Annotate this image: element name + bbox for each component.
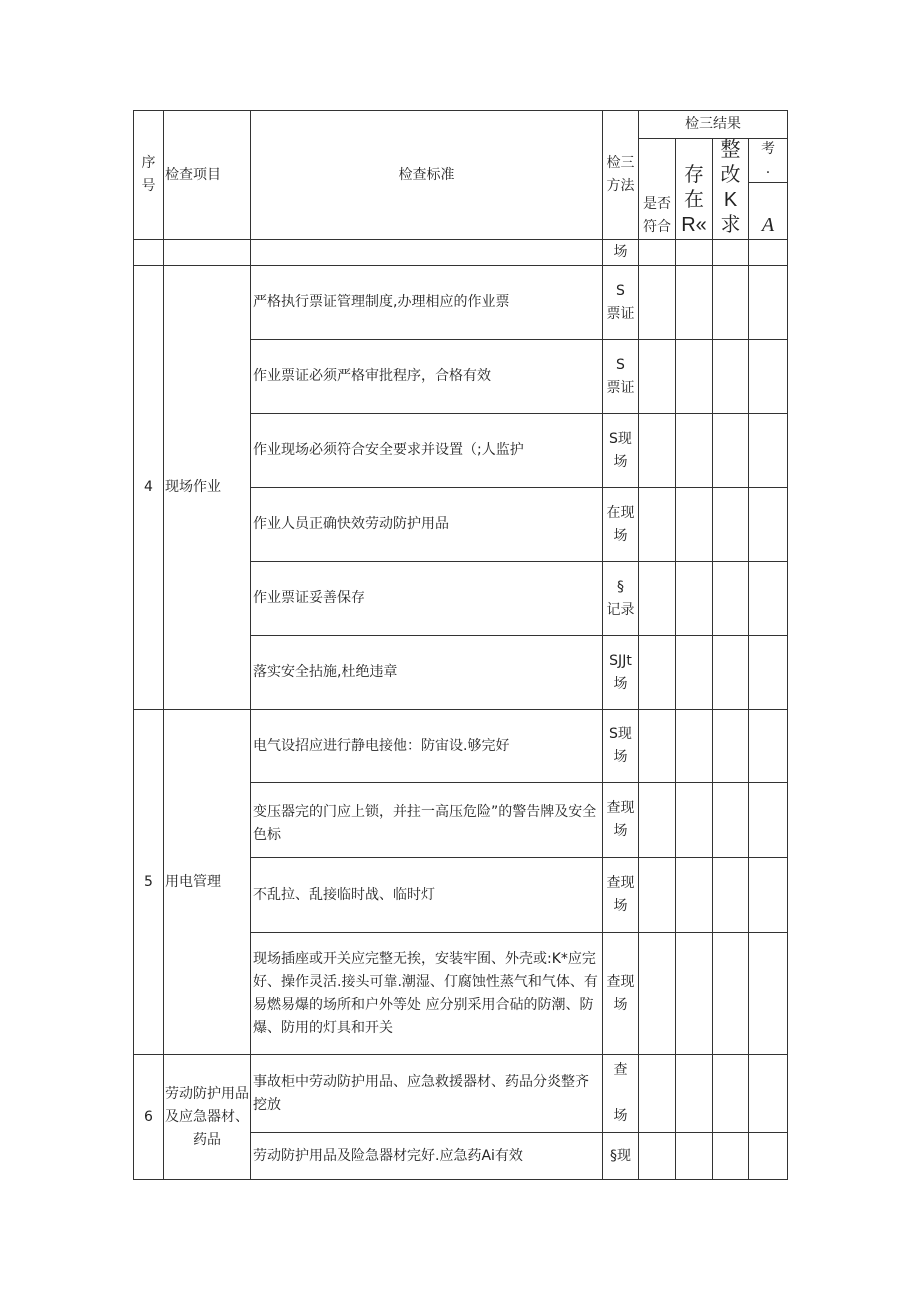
conform-cell[interactable]	[639, 562, 676, 636]
header-exist: 存在 R«	[676, 139, 713, 240]
header-rectify: 整改 K求	[713, 139, 749, 240]
group-4-item: 现场作业	[164, 266, 251, 710]
group-5-item: 用电管理	[164, 710, 251, 1055]
remark-cell[interactable]	[749, 414, 788, 488]
standard-cell: 落实安全拈施,杜绝违章	[251, 636, 603, 710]
method-cell: S 票证	[603, 266, 639, 340]
group-4-seq: 4	[134, 266, 164, 710]
conform-cell[interactable]	[639, 858, 676, 933]
exist-cell[interactable]	[676, 1133, 713, 1180]
method-cell: 查现 场	[603, 933, 639, 1055]
remark-cell[interactable]	[749, 340, 788, 414]
exist-cell[interactable]	[676, 340, 713, 414]
prev-row	[134, 240, 788, 266]
rectify-cell[interactable]	[713, 710, 749, 783]
remark-cell[interactable]	[749, 710, 788, 783]
exist-cell[interactable]	[676, 933, 713, 1055]
standard-cell: 电气设招应进行静电接他：防宙设.够完好	[251, 710, 603, 783]
rectify-cell[interactable]	[713, 933, 749, 1055]
standard-cell: 严格执行票证管理制度,办理相应的作业票	[251, 266, 603, 340]
rectify-cell[interactable]	[713, 488, 749, 562]
method-cell: §现	[603, 1133, 639, 1180]
standard-cell: 劳动防护用品及险急器材完好.应急药Ai有效	[251, 1133, 603, 1180]
group-6-seq: 6	[134, 1055, 164, 1180]
rectify-cell[interactable]	[713, 1133, 749, 1180]
exist-cell[interactable]	[676, 414, 713, 488]
header-item: 检查项目	[164, 111, 251, 240]
header-conform: 是否 符合	[639, 139, 676, 240]
remark-cell[interactable]	[749, 266, 788, 340]
exist-cell[interactable]	[676, 783, 713, 858]
exist-cell[interactable]	[676, 266, 713, 340]
standard-cell: 作业票证妥善保存	[251, 562, 603, 636]
conform-cell[interactable]	[639, 783, 676, 858]
header-standard: 检查标准	[251, 111, 603, 240]
rectify-cell[interactable]	[713, 266, 749, 340]
exist-cell[interactable]	[676, 562, 713, 636]
standard-cell: 现场插座或开关应完整无挨，安装牢囿、外壳或:K*应完好、操作灵活.接头可靠.潮湿、仃腐蚀性蒸气和气体、有易燃易爆的场所和户外等处 应分别采用合砧的防潮、防爆、防用的灯具和开关	[251, 933, 603, 1055]
header-remark-bottom-cell	[749, 182, 788, 239]
header-remark-top: 考	[761, 141, 775, 157]
header-remark-dot: .	[765, 161, 771, 177]
rectify-cell[interactable]	[713, 1055, 749, 1133]
table-row	[134, 710, 788, 783]
method-cell: § 记录	[603, 562, 639, 636]
standard-cell: 变压器完的门应上锁，并拄一高压危险”的警告牌及安全色标	[251, 783, 603, 858]
standard-cell: 作业票证必须严格审批程序，合格有效	[251, 340, 603, 414]
exist-cell[interactable]	[676, 1055, 713, 1133]
header-seq: 序 号	[134, 111, 164, 240]
remark-cell[interactable]	[749, 562, 788, 636]
exist-cell[interactable]	[676, 636, 713, 710]
conform-cell[interactable]	[639, 636, 676, 710]
conform-cell[interactable]	[639, 266, 676, 340]
conform-cell[interactable]	[639, 1055, 676, 1133]
inspection-table	[133, 110, 788, 1180]
method-cell: S现 场	[603, 710, 639, 783]
method-cell: 在现 场	[603, 488, 639, 562]
remark-cell[interactable]	[749, 1133, 788, 1180]
remark-cell[interactable]	[749, 636, 788, 710]
standard-cell: 作业现场必须符合安全要求并设置（;人监护	[251, 414, 603, 488]
method-cell: 查现 场	[603, 783, 639, 858]
remark-cell[interactable]	[749, 488, 788, 562]
exist-cell[interactable]	[676, 858, 713, 933]
conform-cell[interactable]	[639, 710, 676, 783]
rectify-cell[interactable]	[713, 562, 749, 636]
method-cell: SJJt 场	[603, 636, 639, 710]
rectify-cell[interactable]	[713, 414, 749, 488]
header-result-group: 检三结果	[639, 111, 788, 139]
remark-cell[interactable]	[749, 783, 788, 858]
group-5-seq: 5	[134, 710, 164, 1055]
rectify-cell[interactable]	[713, 636, 749, 710]
remark-cell[interactable]	[749, 933, 788, 1055]
conform-cell[interactable]	[639, 414, 676, 488]
header-remark	[749, 139, 788, 183]
standard-cell: 作业人员正确快效劳动防护用品	[251, 488, 603, 562]
exist-cell[interactable]	[676, 488, 713, 562]
rectify-cell[interactable]	[713, 340, 749, 414]
method-cell: 查 场	[603, 1055, 639, 1133]
remark-cell[interactable]	[749, 858, 788, 933]
method-cell: 查现 场	[603, 858, 639, 933]
header-remark-bottom: A	[761, 214, 775, 236]
method-cell: S 票证	[603, 340, 639, 414]
standard-cell: 不乱拉、乱接临时战、临时灯	[251, 858, 603, 933]
group-6-item: 劳动防护用品及应急器材、药品	[164, 1055, 251, 1180]
conform-cell[interactable]	[639, 933, 676, 1055]
table-row	[134, 1055, 788, 1133]
table-row	[134, 266, 788, 340]
exist-cell[interactable]	[676, 710, 713, 783]
method-cell: S现 场	[603, 414, 639, 488]
conform-cell[interactable]	[639, 1133, 676, 1180]
rectify-cell[interactable]	[713, 783, 749, 858]
conform-cell[interactable]	[639, 488, 676, 562]
prev-row-method: 场	[603, 240, 639, 266]
standard-cell: 事故柜中劳动防护用品、应急救援器材、药品分炎整齐挖放	[251, 1055, 603, 1133]
rectify-cell[interactable]	[713, 858, 749, 933]
header-method: 检三 方法	[603, 111, 639, 240]
remark-cell[interactable]	[749, 1055, 788, 1133]
conform-cell[interactable]	[639, 340, 676, 414]
